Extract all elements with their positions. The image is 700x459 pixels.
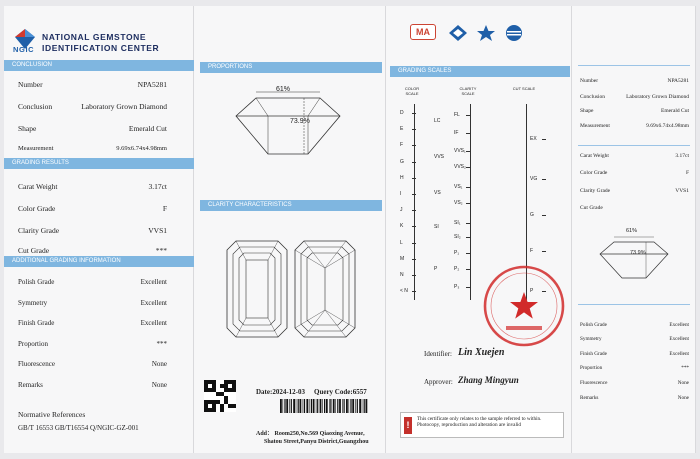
clarity-scale-tick: FL (454, 112, 460, 118)
summary-finish-grade-label: Finish Grade (580, 351, 607, 357)
notice-box (400, 412, 564, 438)
color-scale-tick: G (400, 158, 404, 165)
clarity-group-label: VVS (434, 154, 445, 160)
additional-proportion-label: Proportion (18, 340, 48, 348)
color-scale-heading: COLOR SCALE (404, 86, 420, 96)
clarity-group-label: LC (434, 118, 441, 124)
clarity-scale-tick: P₃ (454, 284, 460, 290)
barcode-icon (280, 399, 366, 413)
summary-carat-weight-value: 3.17ct (675, 153, 689, 159)
normative-title: Normative References (18, 410, 86, 419)
summary-conclusion-label: Conclusion (580, 94, 606, 100)
clarity-scale-tick: SI₁ (454, 220, 461, 226)
summary-proportion-value: *** (681, 365, 689, 371)
summary-polish-grade-label: Polish Grade (580, 322, 607, 328)
color-scale-tick: I (400, 191, 402, 197)
summary-color-grade-label: Color Grade (580, 170, 608, 176)
conclusion-measurement-label: Measurement (18, 145, 54, 152)
summary-proportion-diagram (594, 234, 674, 280)
additional-proportion-value: *** (156, 340, 167, 348)
summary-cut-grade-label: Cut Grade (580, 205, 603, 211)
summary-symmetry-label: Symmetry (580, 336, 602, 342)
proportions-header: PROPORTIONS (200, 62, 382, 73)
summary-symmetry-value: Excellent (669, 336, 689, 342)
grade-clarity-grade-label: Clarity Grade (18, 226, 60, 235)
summary-clarity-grade-label: Clarity Grade (580, 188, 611, 194)
clarity-group-label: VS (434, 190, 441, 196)
conclusion-shape-label: Shape (18, 124, 37, 133)
clarity-scale-tick: VS₂ (454, 200, 463, 206)
table-percent: 61% (276, 86, 291, 93)
grade-clarity-grade-value: VVS1 (148, 226, 167, 235)
additional-finish-grade-value: Excellent (140, 319, 167, 327)
qr-code-icon[interactable] (204, 380, 236, 412)
summary-conclusion-value: Laboratory Grown Diamond (626, 94, 689, 100)
approver-signature: Zhang Mingyun (458, 375, 519, 385)
grading-results-header: GRADING RESULTS (4, 158, 194, 169)
cut-scale-tick: VG (530, 176, 538, 182)
additional-polish-grade-value: Excellent (140, 278, 167, 286)
grade-carat-weight-label: Carat Weight (18, 182, 58, 191)
address-line1: Add： Room250,No.569 Qiaoxing Avenue, (256, 431, 365, 437)
org-name-line2: IDENTIFICATION CENTER (42, 43, 160, 53)
summary-polish-grade-value: Excellent (669, 322, 689, 328)
query-code: Query Code:6557 (314, 388, 367, 396)
additional-remarks-value: None (151, 381, 167, 389)
identifier-signature: Lin Xuejen (458, 347, 505, 358)
color-scale-tick: E (400, 126, 404, 133)
official-seal-icon (482, 264, 566, 348)
clarity-group-label: SI (434, 224, 439, 230)
summary-depth-percent: 73.9% (630, 250, 646, 256)
color-scale-tick: K (400, 223, 404, 230)
logo-text: NGIC (13, 45, 35, 54)
additional-symmetry-label: Symmetry (18, 299, 48, 307)
additional-fluorescence-value: None (151, 360, 167, 368)
additional-info-header: ADDITIONAL GRADING INFORMATION (4, 256, 194, 267)
color-scale-tick: F (400, 142, 404, 149)
grade-carat-weight-value: 3.17ct (148, 182, 167, 191)
clarity-plot-pavilion (294, 240, 356, 338)
clarity-scale-heading: CLARITY SCALE (459, 86, 477, 96)
summary-fluorescence-label: Fluorescence (580, 380, 608, 386)
conclusion-number-label: Number (18, 80, 43, 89)
notice-text: This certificate only relates to the sample referred to within. Photocopy, reproduction and alteration are invalid (417, 416, 542, 429)
color-scale-tick: < N (400, 288, 408, 295)
proportion-diagram (228, 86, 348, 156)
summary-measurement-value: 9.69x6.74x4.98mm (646, 123, 689, 129)
ngic-small-logo-icon (504, 24, 524, 42)
conclusion-number-value: NPA5281 (137, 80, 167, 89)
report-date: Date:2024-12-03 (256, 388, 305, 396)
summary-shape-value: Emerald Cut (661, 108, 689, 114)
clarity-plot-crown (226, 240, 288, 338)
color-scale-tick: H (400, 174, 404, 181)
summary-finish-grade-value: Excellent (669, 351, 689, 357)
grade-color-grade-label: Color Grade (18, 204, 56, 213)
additional-finish-grade-label: Finish Grade (18, 319, 55, 327)
report-panel-diagrams (194, 6, 386, 453)
depth-percent: 73.9% (290, 118, 310, 125)
clarity-group-label: P (434, 266, 438, 272)
cut-scale-tick: P (530, 288, 534, 294)
normative-refs: GB/T 16553 GB/T16554 Q/NGIC-GZ-001 (18, 424, 139, 432)
report-panel-scales (386, 6, 572, 453)
report-panel-summary (572, 6, 696, 453)
grade-color-grade-value: F (162, 204, 167, 213)
conclusion-shape-value: Emerald Cut (128, 124, 167, 133)
conclusion-header: CONCLUSION (4, 60, 194, 71)
clarity-scale-tick: VVS₁ (454, 148, 466, 154)
cnas-mark-icon (448, 24, 468, 42)
summary-table-percent: 61% (626, 228, 638, 234)
grading-scales-header: GRADING SCALES (390, 66, 570, 77)
summary-number-label: Number (580, 78, 599, 84)
summary-proportion-label: Proportion (580, 365, 603, 371)
conclusion-measurement-value: 9.69x6.74x4.98mm (116, 145, 167, 152)
identifier-label: Identifier: (424, 350, 452, 358)
conclusion-conclusion-value: Laboratory Grown Diamond (81, 102, 167, 111)
color-scale-tick: J (400, 207, 403, 214)
clarity-scale-tick: VS₁ (454, 184, 463, 190)
grade-cut-grade-value: *** (155, 246, 167, 255)
summary-shape-label: Shape (580, 108, 594, 114)
ilac-mark-icon (476, 24, 496, 42)
additional-fluorescence-label: Fluorescence (18, 360, 55, 368)
cma-mark-icon: MA (410, 24, 436, 40)
summary-number-value: NPA5281 (667, 78, 689, 84)
summary-remarks-label: Remarks (580, 395, 599, 401)
address-line2: Shatou Street,Panyu District,Guangzhou (264, 439, 369, 445)
report-panel-main (4, 6, 194, 453)
conclusion-conclusion-label: Conclusion (18, 102, 53, 111)
color-scale-tick: N (400, 272, 404, 278)
clarity-header: CLARITY CHARACTERISTICS (200, 200, 382, 211)
color-scale-tick: M (400, 255, 405, 262)
clarity-scale-tick: SI₂ (454, 234, 461, 240)
clarity-scale-tick: P₁ (454, 250, 460, 256)
cut-scale-tick: G (530, 212, 534, 218)
summary-carat-weight-label: Carat Weight (580, 153, 609, 159)
summary-color-grade-value: F (685, 170, 689, 176)
summary-measurement-label: Measurement (580, 123, 610, 129)
summary-fluorescence-value: None (677, 380, 689, 386)
additional-symmetry-value: Excellent (140, 299, 167, 307)
grade-cut-grade-label: Cut Grade (18, 246, 50, 255)
warning-icon: ! (404, 417, 412, 434)
color-scale-tick: D (400, 110, 404, 116)
color-scale-tick: L (400, 239, 403, 246)
summary-clarity-grade-value: VVS1 (675, 188, 689, 194)
summary-remarks-value: None (677, 395, 689, 401)
additional-polish-grade-label: Polish Grade (18, 278, 55, 286)
clarity-scale-tick: IF (454, 130, 459, 136)
cut-scale-tick: EX (530, 136, 537, 142)
additional-remarks-label: Remarks (18, 381, 43, 389)
org-name-line1: NATIONAL GEMSTONE (42, 32, 147, 42)
cut-scale-tick: F (530, 248, 534, 254)
cut-scale-heading: CUT SCALE (512, 86, 536, 91)
approver-label: Approver: (424, 378, 453, 386)
clarity-scale-tick: P₂ (454, 266, 460, 272)
clarity-scale-tick: VVS₂ (454, 164, 466, 170)
